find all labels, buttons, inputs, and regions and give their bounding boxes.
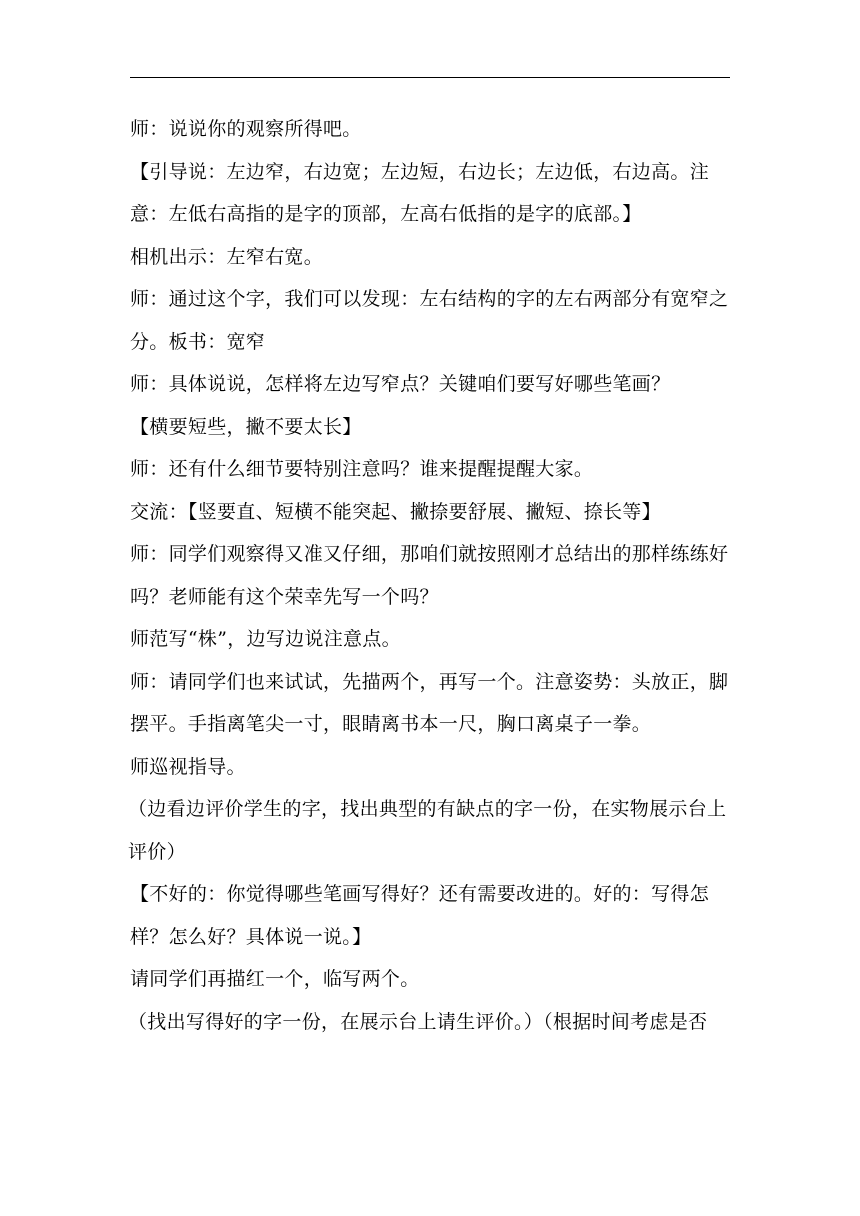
- header-rule: [130, 77, 730, 78]
- paragraph-left-narrow-question: 师：具体说说，怎样将左边写窄点？关键咱们要写好哪些笔画？: [130, 373, 671, 395]
- paragraph-stroke-answer: 【横要短些，撇不要太长】: [130, 415, 362, 438]
- paragraph-exchange: 交流：【竖要直、短横不能突起、撇捺要舒展、撇短、捺长等】: [130, 500, 661, 523]
- paragraph-evaluate-note: （边看边评价学生的字，找出典型的有缺点的字一份，在实物展示台上评价）: [128, 798, 727, 863]
- paragraph-teacher-patrol: 师巡视指导。: [130, 755, 246, 778]
- paragraph-details-question: 师：还有什么细节要特别注意吗？谁来提醒提醒大家。: [130, 458, 594, 480]
- paragraph-student-practice: 师：请同学们也来试试，先描两个，再写一个。注意姿势：头放正，脚摆平。手指离笔尖一寸，眼睛离书本一尺，胸口离桌子一拳。: [130, 670, 729, 735]
- paragraph-evaluation-guide: 【不好的：你觉得哪些笔画写得好？还有需要改进的。好的：写得怎样？怎么好？具体说一说。】: [130, 883, 710, 948]
- paragraph-camera-display: 相机出示：左窄右宽。: [130, 245, 324, 268]
- document-body: [130, 108, 734, 1043]
- paragraph-guidance: 【引导说：左边窄，右边宽；左边短，右边长；左边低，右边高。注意：左低右高指的是字的顶部，左高右低指的是字的底部。】: [130, 160, 710, 225]
- paragraph-final-note: （找出写得好的字一份，在展示台上请生评价。）（根据时间考虑是否: [128, 1010, 708, 1033]
- paragraph-teacher-demo: 师范写“株”，边写边说注意点。: [130, 628, 401, 650]
- paragraph-width-discovery: 师：通过这个字，我们可以发现：左右结构的字的左右两部分有宽窄之分。板书：宽窄: [130, 288, 729, 353]
- paragraph-observation-prompt: 师：说说你的观察所得吧。: [130, 118, 362, 140]
- paragraph-practice-invite: 师：同学们观察得又准又仔细，那咱们就按照刚才总结出的那样练练好吗？老师能有这个荣幸先写一个吗？: [130, 543, 729, 608]
- paragraph-trace-copy: 请同学们再描红一个，临写两个。: [130, 968, 420, 990]
